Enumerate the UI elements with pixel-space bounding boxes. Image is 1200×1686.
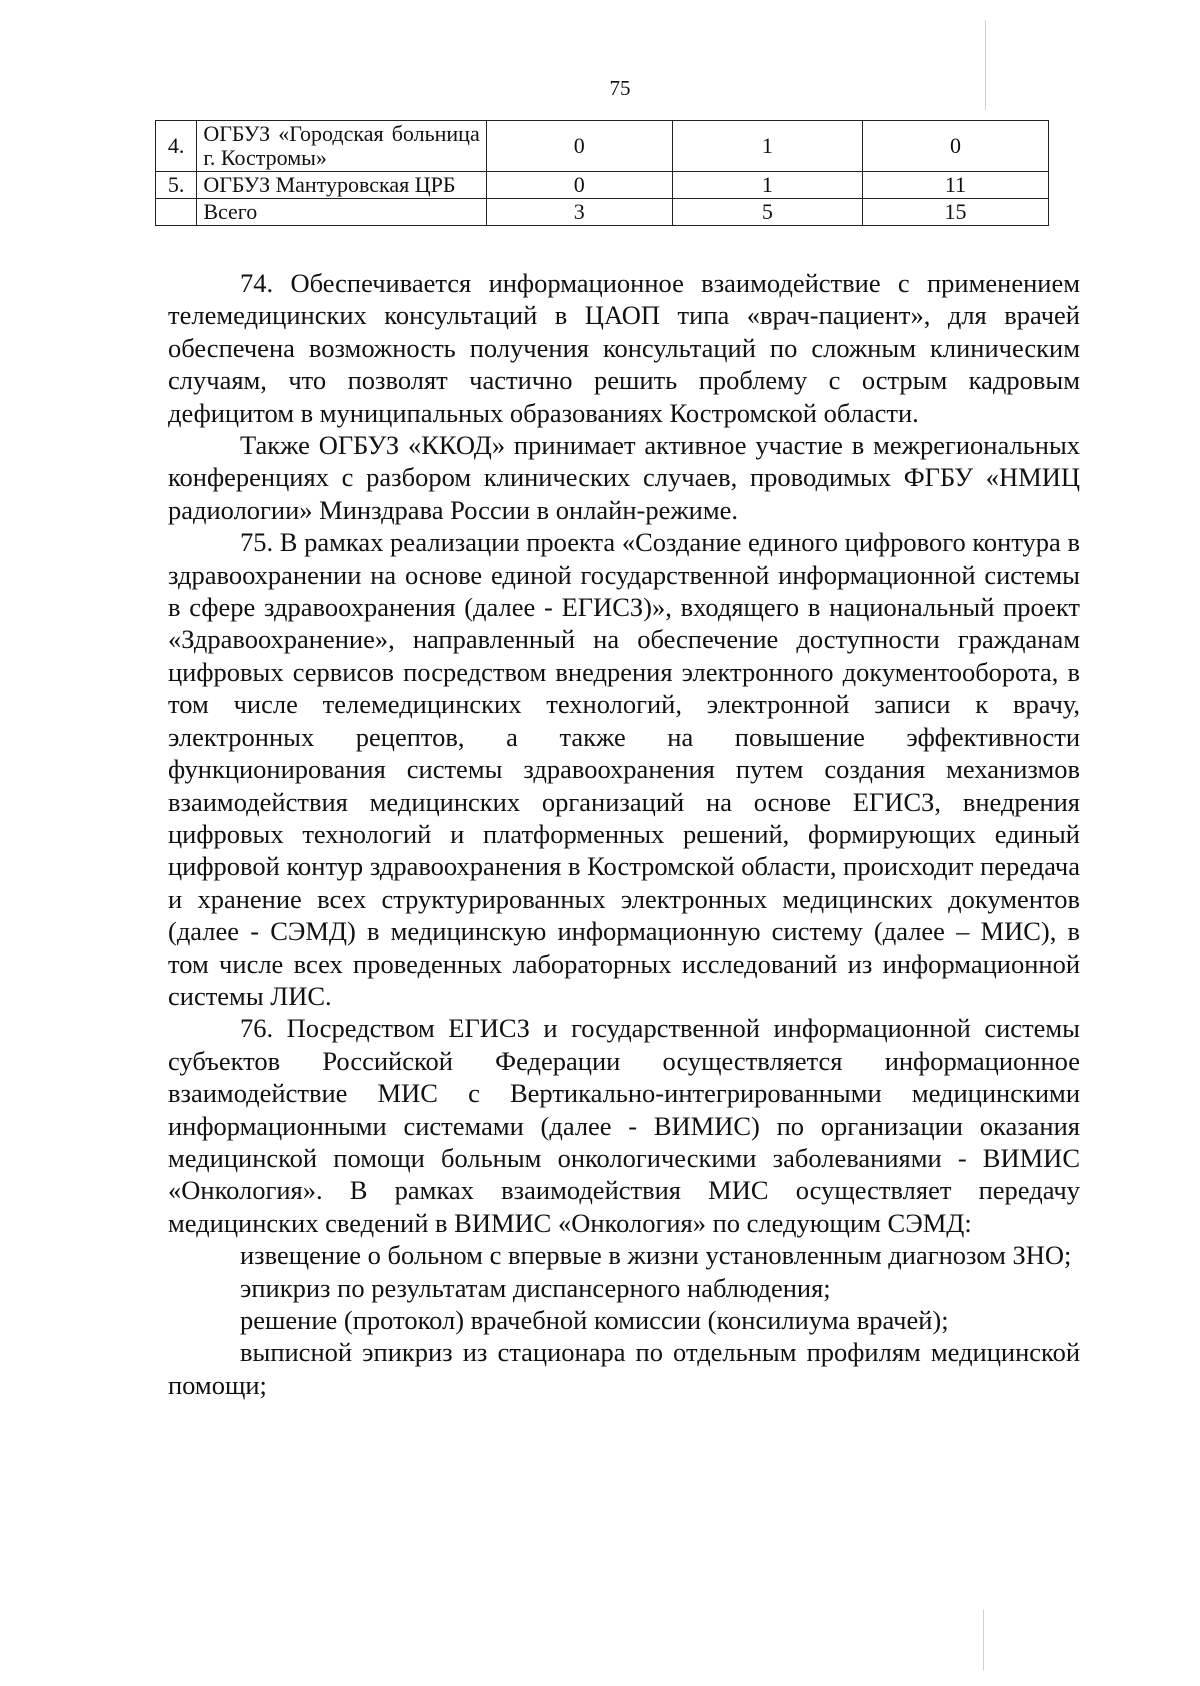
row-name: ОГБУЗ «Городская больница г. Костромы» xyxy=(197,121,486,172)
paragraph-75: 75. В рамках реализации проекта «Создание единого цифрового контура в здравоохранении на основе единой государственной информационной системы в сфере здравоохранения (далее - ЕГИСЗ)», входящего в национальный проект «Здравоохранение», направленный на обеспечение доступности гражданам цифровых сервисов посредством внедрения электронного документооборота, в том числе телемедицинских технологий, электронной записи к врачу, электронных рецептов, а также на повышение эффективности функционирования системы здравоохранения путем создания механизмов взаимодействия медицинских организаций на основе ЕГИСЗ, внедрения цифровых технологий и платформенных решений, формирующих единый цифровой контур здравоохранения в Костромской области, происходит передача и хранение всех структурированных электронных медицинских документов (далее - СЭМД) в медицинскую информационную систему (далее – МИС), в том числе всех проведенных лабораторных исследований из информационной системы ЛИС. xyxy=(168,527,1080,1011)
list-item: выписной эпикриз из стационара по отдельным профилям медицинской помощи; xyxy=(168,1337,1080,1400)
row-value-c: 15 xyxy=(862,199,1048,226)
row-value-b: 1 xyxy=(672,121,862,172)
paragraph-74: 74. Обеспечивается информационное взаимодействие с применением телемедицинских консультаций в ЦАОП типа «врач-пациент», для врачей обеспечена возможность получения консультаций по сложным клиническим случаям, что позволят частично решить проблему с острым кадровым дефицитом в муниципальных образованиях Костромской области. xyxy=(168,268,1080,428)
row-value-a: 0 xyxy=(486,121,672,172)
row-value-b: 5 xyxy=(672,199,862,226)
row-index: 4. xyxy=(156,121,197,172)
table-row xyxy=(156,121,1049,172)
row-index xyxy=(156,199,197,226)
row-index: 5. xyxy=(156,172,197,199)
table-row-total xyxy=(156,199,1049,226)
list-item: решение (протокол) врачебной комиссии (консилиума врачей); xyxy=(240,1305,949,1335)
row-value-b: 1 xyxy=(672,172,862,199)
document-body xyxy=(168,267,1080,1401)
scan-margin-line xyxy=(983,1610,984,1670)
row-value-a: 0 xyxy=(486,172,672,199)
data-table xyxy=(155,120,1049,226)
paragraph-76: 76. Посредством ЕГИСЗ и государственной информационной системы субъектов Российской Федерации осуществляется информационное взаимодействие МИС с Вертикально-интегрированными медицинскими информационными системами (далее - ВИМИС) по организации оказания медицинской помощи больным онкологическими заболеваниями - ВИМИС «Онкология». В рамках взаимодействия МИС осуществляет передачу медицинских сведений в ВИМИС «Онкология» по следующим СЭМД: xyxy=(168,1013,1080,1238)
table-row xyxy=(156,172,1049,199)
paragraph-kkod: Также ОГБУЗ «ККОД» принимает активное участие в межрегиональных конференциях с разбором клинических случаев, проводимых ФГБУ «НМИЦ радиологии» Минздрава России в онлайн-режиме. xyxy=(168,430,1080,525)
page-number: 75 xyxy=(609,76,631,100)
row-value-c: 11 xyxy=(862,172,1048,199)
row-value-a: 3 xyxy=(486,199,672,226)
row-name: Всего xyxy=(197,199,486,226)
row-name: ОГБУЗ Мантуровская ЦРБ xyxy=(197,172,486,199)
list-item: эпикриз по результатам диспансерного наблюдения; xyxy=(240,1272,831,1303)
list-item: извещение о больном с впервые в жизни установленным диагнозом ЗНО; xyxy=(240,1240,1072,1271)
row-value-c: 0 xyxy=(862,121,1048,172)
scan-margin-line xyxy=(985,20,986,110)
